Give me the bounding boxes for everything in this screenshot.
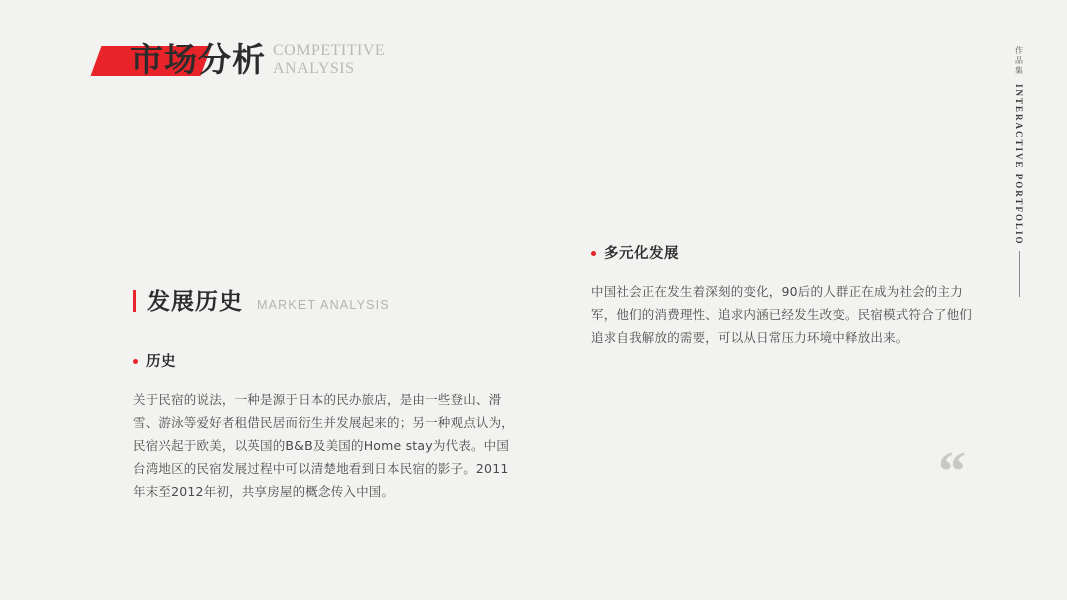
vertical-rail — [1007, 46, 1031, 297]
page-title: 市场分析 — [130, 40, 266, 79]
page-title-english — [273, 42, 403, 78]
right-subsection-heading — [591, 242, 981, 263]
bullet-dot-icon — [591, 251, 596, 256]
left-subsection-heading — [133, 350, 533, 371]
rail-divider — [1019, 251, 1020, 297]
rail-label-cn: 作品集 — [1014, 46, 1024, 76]
section-heading — [133, 283, 533, 316]
section-accent-rule — [133, 290, 136, 312]
right-subsection — [591, 242, 981, 349]
right-body-text: 中国社会正在发生着深刻的变化，90后的人群正在成为社会的主力军，他们的消费理性、追求内涵已经发生改变。民宿模式符合了他们追求自我解放的需要，可以从日常压力环境中释放出来。 — [591, 284, 973, 345]
left-content-column — [133, 283, 533, 503]
section-title-en: MARKET ANALYSIS — [257, 298, 390, 312]
right-content-column — [591, 238, 981, 349]
page-title-english-line2: ANALYSIS — [273, 60, 355, 77]
quote-mark-icon: “ — [938, 441, 966, 503]
right-subsection-title: 多元化发展 — [604, 246, 679, 262]
left-subsection-title: 历史 — [146, 354, 176, 370]
section-title-cn: 发展历史 — [147, 289, 243, 315]
rail-label-en: INTERACTIVE PORTFOLIO — [1014, 84, 1024, 246]
page-title-english-line1: COMPETITIVE — [273, 42, 386, 59]
left-subsection — [133, 350, 533, 503]
left-body-text: 关于民宿的说法，一种是源于日本的民办旅店，是由一些登山、滑雪、游泳等爱好者租借民居而衍生并发展起来的；另一种观点认为，民宿兴起于欧美，以英国的B&B及美国的Home stay为代表。中国台湾地区的民宿发展过程中可以清楚地看到日本民宿的影子。2011年末至2012年初，共享房屋的概念传入中国。 — [133, 392, 515, 499]
bullet-dot-icon — [133, 359, 138, 364]
